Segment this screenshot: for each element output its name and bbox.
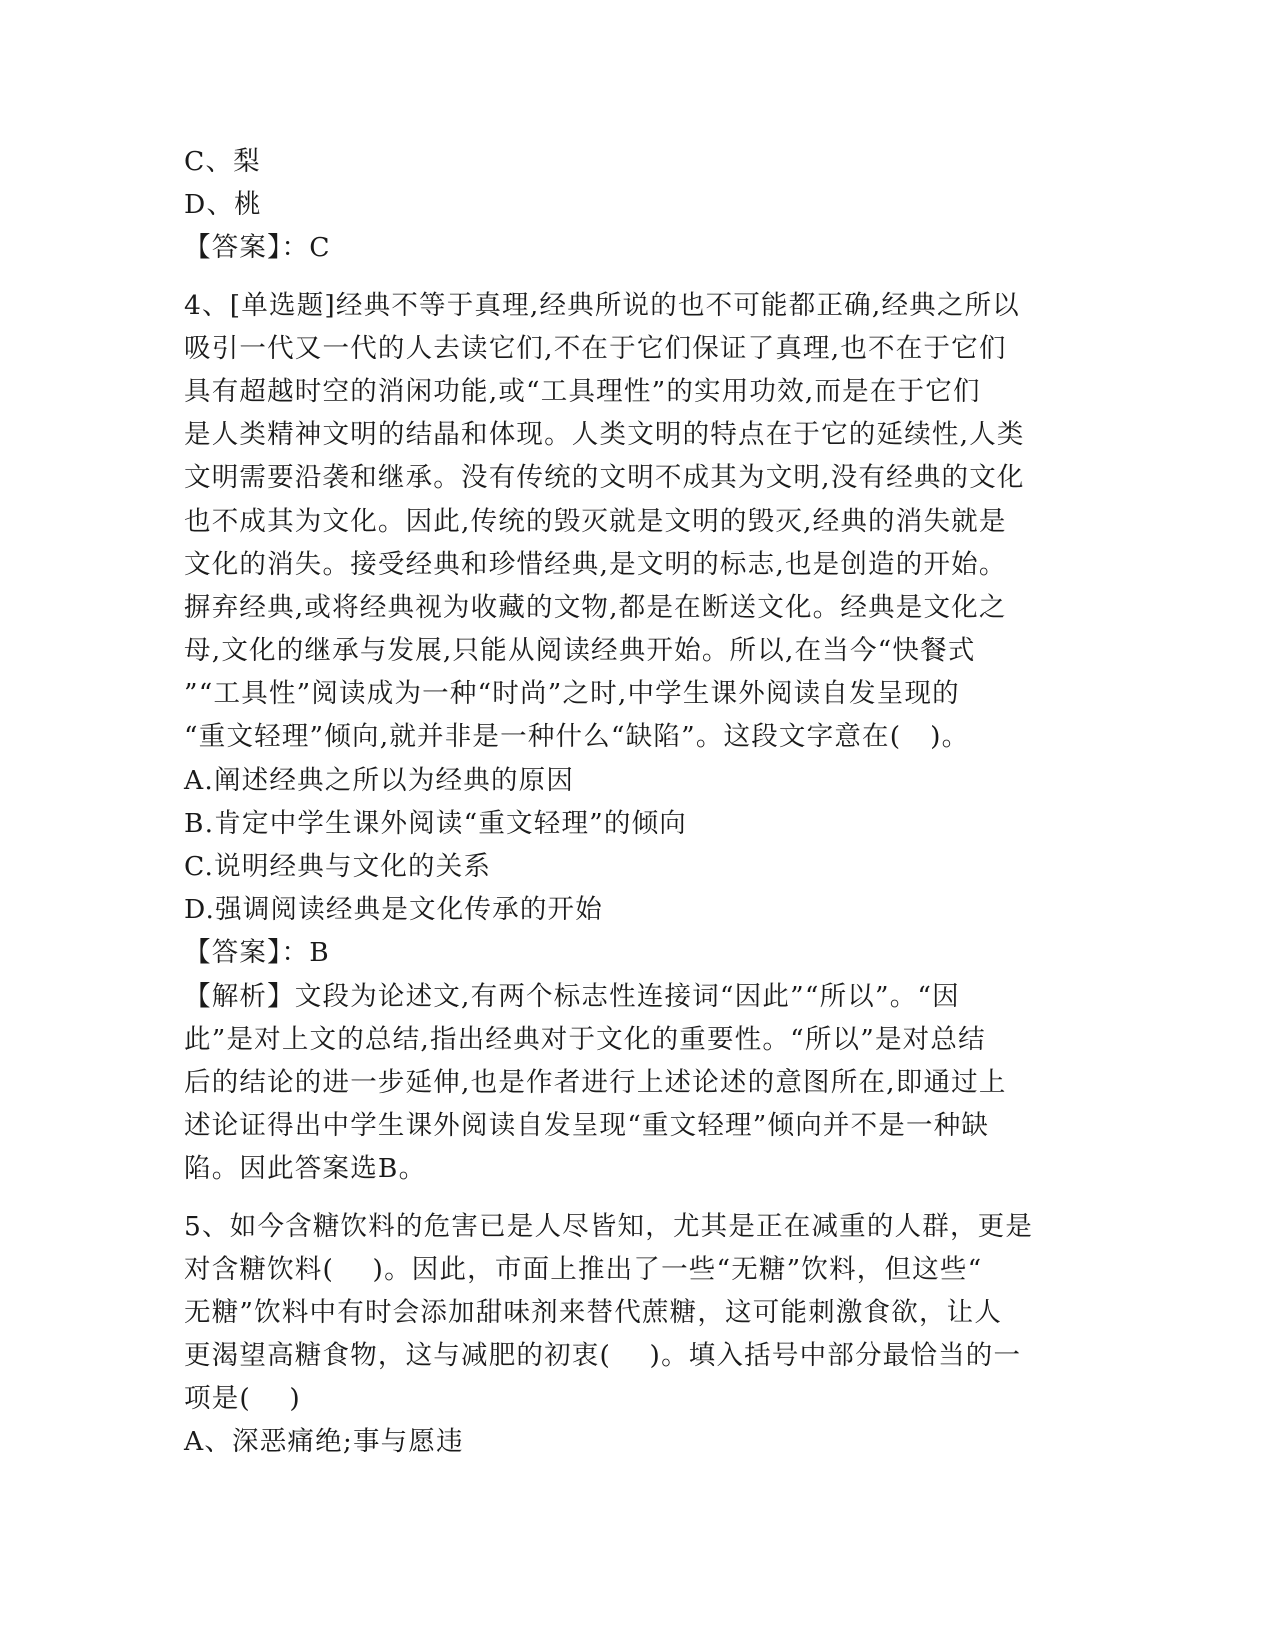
- q4-option-d: D.强调阅读经典是文化传承的开始: [184, 894, 603, 926]
- q4-stem-line: 摒弃经典,或将经典视为收藏的文物,都是在断送文化。经典是文化之: [184, 591, 1007, 623]
- q4-stem: [184, 284, 1064, 759]
- q4-stem-line: “重文轻理”倾向,就并非是一种什么“缺陷”。这段文字意在( )。: [184, 721, 970, 753]
- q5-stem-line: 无糖”饮料中有时会添加甜味剂来替代蔗糖，这可能刺激食欲，让人: [184, 1296, 1003, 1328]
- q5-stem-line: 项是( ): [184, 1383, 301, 1415]
- q4-analysis-line: 后的结论的进一步延伸,也是作者进行上述论述的意图所在,即通过上: [184, 1066, 1007, 1098]
- q4-analysis: [184, 975, 1064, 1191]
- q5-option-a: A、深恶痛绝;事与愿违: [184, 1426, 464, 1458]
- q5-stem-line: 对含糖饮料( )。因此，市面上推出了一些“无糖”饮料，但这些“: [184, 1253, 983, 1285]
- q5-stem: [184, 1205, 1064, 1421]
- q4-stem-line: 文化的消失。接受经典和珍惜经典,是文明的标志,也是创造的开始。: [184, 548, 1007, 580]
- q4-analysis-line: 陷。因此答案选B。: [184, 1153, 427, 1185]
- q4-analysis-line: 此”是对上文的总结,指出经典对于文化的重要性。“所以”是对总结: [184, 1023, 986, 1055]
- document-page: [184, 140, 1064, 1464]
- q4-option-a: A.阐述经典之所以为经典的原因: [184, 764, 575, 796]
- q3-option-d: D、桃: [184, 189, 262, 221]
- q5-stem-line: 5、如今含糖饮料的危害已是人尽皆知，尤其是正在减重的人群，更是: [184, 1210, 1034, 1242]
- q4-answer: 【答案】：B: [184, 937, 330, 969]
- q3-answer: 【答案】：C: [184, 232, 331, 264]
- q4-stem-line: 是人类精神文明的结晶和体现。人类文明的特点在于它的延续性,人类: [184, 419, 1025, 451]
- q5-stem-line: 更渴望高糖食物，这与减肥的初衷( )。填入括号中部分最恰当的一: [184, 1340, 1022, 1372]
- spacer: [184, 270, 1064, 284]
- q4-stem-line: 文明需要沿袭和继承。没有传统的文明不成其为文明,没有经典的文化: [184, 462, 1025, 494]
- q4-analysis-line: 述论证得出中学生课外阅读自发呈现“重文轻理”倾向并不是一种缺: [184, 1110, 990, 1142]
- q4-stem-line: 4、[单选题]经典不等于真理,经典所说的也不可能都正确,经典之所以: [184, 289, 1020, 321]
- q4-option-c: C.说明经典与文化的关系: [184, 851, 492, 882]
- q4-stem-line: 母,文化的继承与发展,只能从阅读经典开始。所以,在当今“快餐式: [184, 635, 976, 667]
- q4-option-b: B.肯定中学生课外阅读“重文轻理”的倾向: [184, 807, 687, 839]
- spacer: [184, 1191, 1064, 1205]
- q3-option-c: C、梨: [184, 146, 261, 177]
- q4-stem-line: 吸引一代又一代的人去读它们,不在于它们保证了真理,也不在于它们: [184, 332, 1007, 364]
- q4-stem-line: 具有超越时空的消闲功能,或“工具理性”的实用功效,而是在于它们: [184, 375, 981, 407]
- q4-stem-line: ”“工具性”阅读成为一种“时尚”之时,中学生课外阅读自发呈现的: [184, 678, 960, 710]
- q4-options: [184, 759, 1064, 932]
- q4-stem-line: 也不成其为文化。因此,传统的毁灭就是文明的毁灭,经典的消失就是: [184, 505, 1007, 537]
- q4-analysis-line: 【解析】文段为论述文,有两个标志性连接词“因此”“所以”。“因: [184, 980, 960, 1012]
